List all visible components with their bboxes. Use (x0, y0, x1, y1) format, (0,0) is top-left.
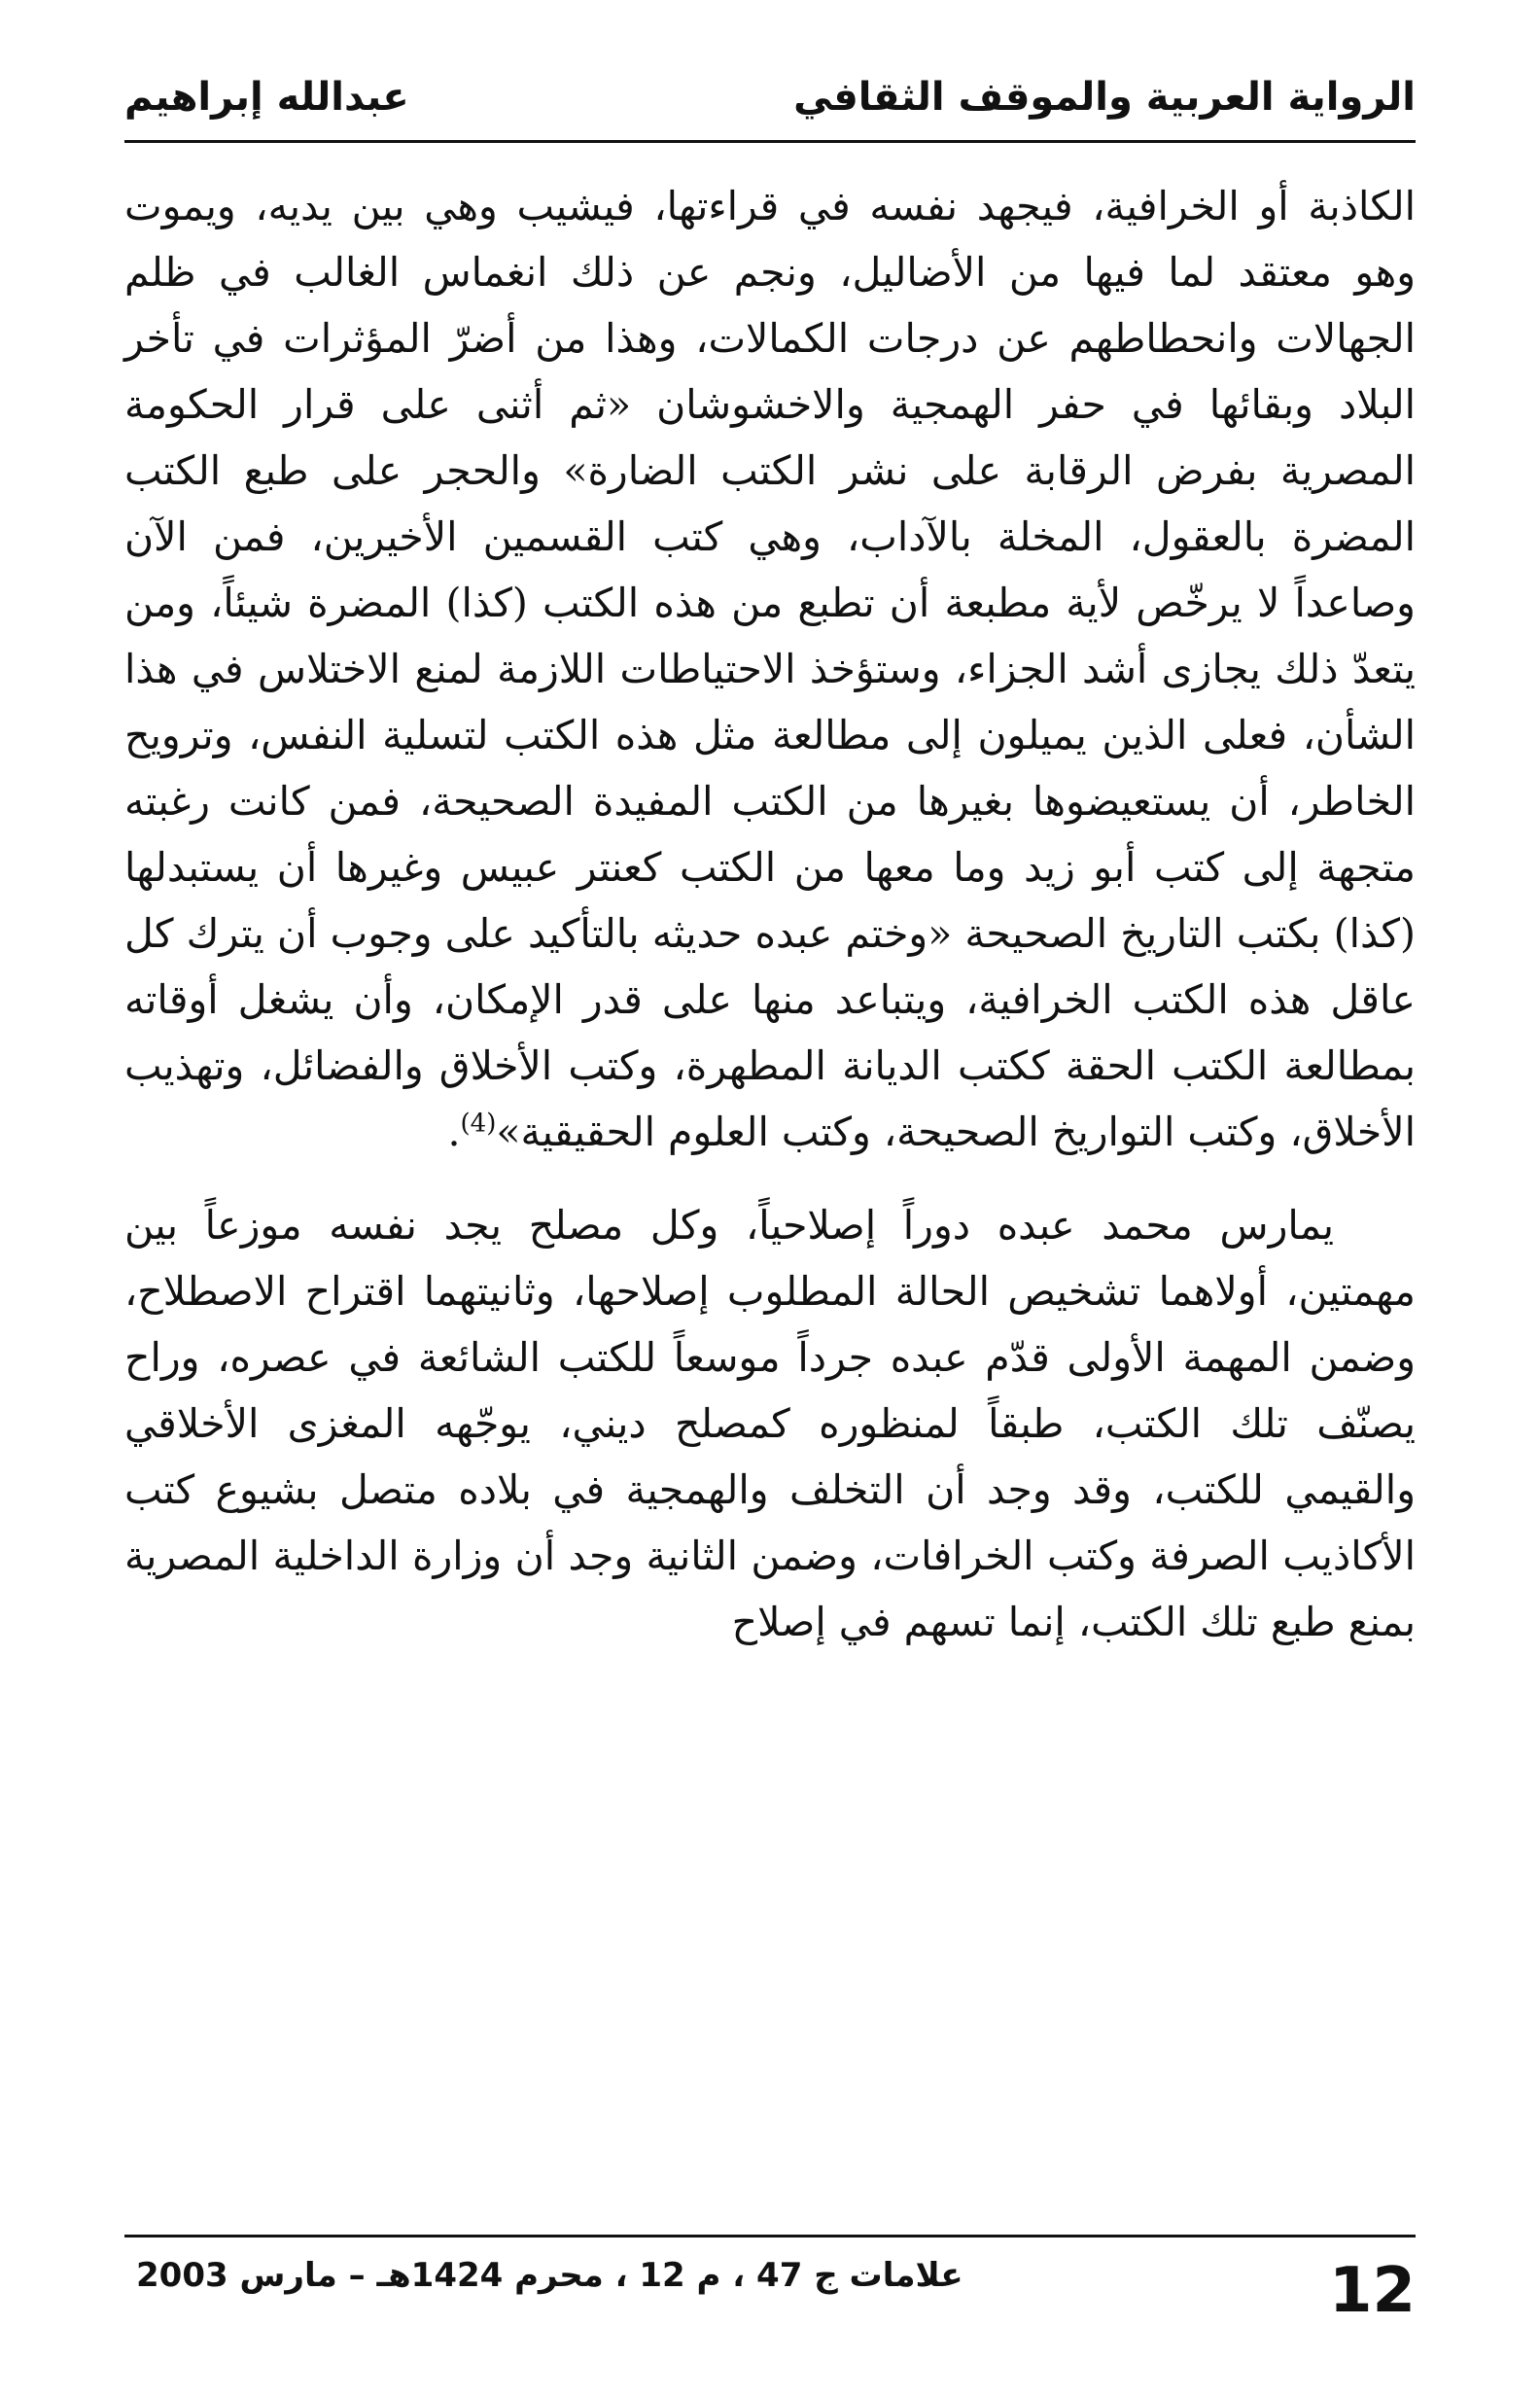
header-divider (124, 140, 1416, 143)
book-title: الرواية العربية والموقف الثقافي (793, 75, 1416, 120)
paragraph-2: يمارس محمد عبده دوراً إصلاحياً، وكل مصلح يجد نفسه موزعاً بين مهمتين، أولاهما تشخيص الحالة المطلوب إصلاحها، وثانيتهما اقتراح الاصطلاح، وضمن المهمة الأولى قدّم عبده جرداً موسعاً للكتب الشائعة في عصره، وراح يصنّف تلك الكتب، طبقاً لمنظوره كمصلح ديني، يوجّهه المغزى الأخلاقي والقيمي للكتب، وقد وجد أن التخلف والهمجية في بلاده متصل بشيوع كتب الأكاذيب الصرفة وكتب الخرافات، وضمن الثانية وجد أن وزارة الداخلية المصرية بمنع طبع تلك الكتب، إنما تسهم في إصلاح (124, 1202, 1416, 1645)
paragraph-1 (124, 173, 1416, 1165)
running-header (124, 58, 1416, 136)
page-number: 12 (1328, 2255, 1416, 2327)
author-name: عبدالله إبراهيم (124, 75, 409, 120)
paragraph-1-end: . (447, 1109, 461, 1155)
footnote-reference: (4) (460, 1109, 497, 1139)
main-text (124, 173, 1416, 1655)
paragraph-1-text: الكاذبة أو الخرافية، فيجهد نفسه في قراءتها، فيشيب وهي بين يديه، ويموت وهو معتقد لما فيها من الأضاليل، ونجم عن ذلك انغماس الغالب في ظلم الجهالات وانحطاطهم عن درجات الكمالات، وهذا من أضرّ المؤثرات في تأخر البلاد وبقائها في حفر الهمجية والاخشوشان «ثم أثنى على قرار الحكومة المصرية بفرض الرقابة على نشر الكتب الضارة» والحجر على طبع الكتب المضرة بالعقول، المخلة بالآداب، وهي كتب القسمين الأخيرين، فمن الآن وصاعداً لا يرخّص لأية مطبعة أن تطبع من هذه الكتب (كذا) المضرة شيئاً، ومن يتعدّ ذلك يجازى أشد الجزاء، وستؤخذ الاحتياطات اللازمة لمنع الاختلاس في هذا الشأن، فعلى الذين يميلون إلى مطالعة مثل هذه الكتب لتسلية النفس، وترويح الخاطر، أن يستعيضوها بغيرها من الكتب المفيدة الصحيحة، فمن كانت رغبته متجهة إلى كتب أبو زيد وما معها من الكتب كعنتر عبيس وغيرها أن يستبدلها (كذا) بكتب التاريخ الصحيحة «وختم عبده حديثه بالتأكيد على وجوب أن يترك كل عاقل هذه الكتب الخرافية، ويتباعد منها على قدر الإمكان، وأن يشغل أوقاته بمطالعة الكتب الحقة ككتب الديانة المطهرة، وكتب الأخلاق والفضائل، وتهذيب الأخلاق، وكتب التواريخ الصحيحة، وكتب العلوم الحقيقية» (124, 183, 1416, 1155)
journal-info: علامات ج 47 ، م 12 ، محرم 1424هـ – مارس 2003 (136, 2256, 963, 2295)
footer-divider (124, 2235, 1416, 2237)
